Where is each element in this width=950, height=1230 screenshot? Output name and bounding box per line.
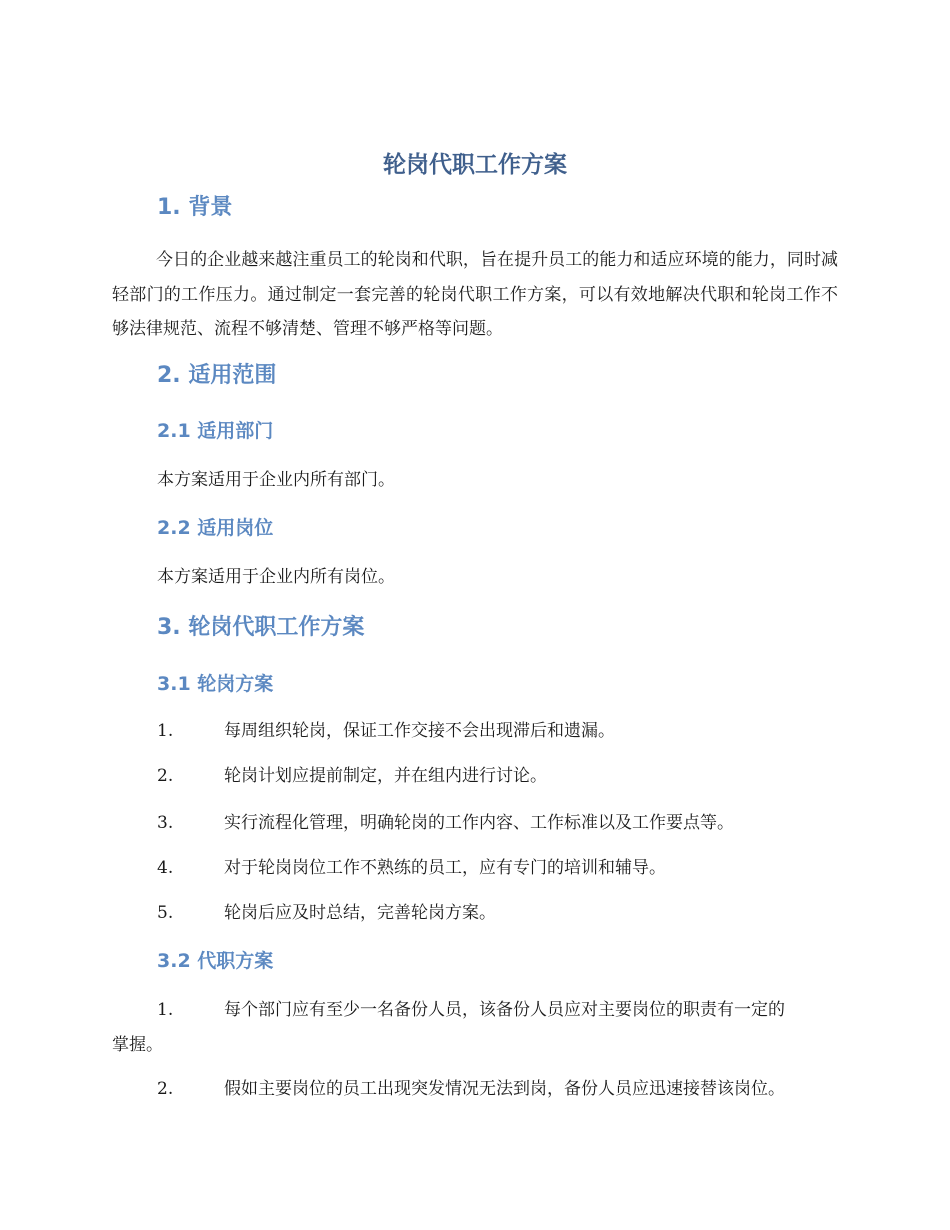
subsection-heading-rotation: 3.1 轮岗方案 (157, 673, 274, 695)
list-item-number: 2. (157, 766, 174, 786)
background-paragraph: 今日的企业越来越注重员工的轮岗和代职，旨在提升员工的能力和适应环境的能力，同时减轻部门的工作压力。通过制定一套完善的轮岗代职工作方案，可以有效地解决代职和轮岗工作不够法律规范、流程不够清楚、管理不够严格等问题。 (112, 250, 838, 339)
document-title: 轮岗代职工作方案 (383, 152, 567, 178)
list-item-text: 轮岗后应及时总结，完善轮岗方案。 (224, 903, 496, 923)
subsection-heading-positions: 2.2 适用岗位 (157, 517, 274, 539)
list-item-text-line1: 每个部门应有至少一名备份人员，该备份人员应对主要岗位的职责有一定的 (224, 1000, 785, 1020)
list-item-number: 4. (157, 858, 174, 878)
list-item (112, 896, 838, 931)
section-heading-scope: 2. 适用范围 (157, 363, 277, 388)
departments-text: 本方案适用于企业内所有部门。 (157, 470, 395, 490)
list-item (112, 714, 838, 749)
list-item (112, 1072, 838, 1107)
subsection-heading-substitute: 3.2 代职方案 (157, 950, 274, 972)
list-item (112, 759, 838, 794)
list-item-number: 1. (157, 1000, 174, 1020)
positions-text: 本方案适用于企业内所有岗位。 (157, 567, 395, 587)
list-item (112, 806, 838, 841)
list-item-text: 假如主要岗位的员工出现突发情况无法到岗，备份人员应迅速接替该岗位。 (224, 1079, 785, 1099)
subsection-heading-departments: 2.1 适用部门 (157, 420, 274, 442)
section-heading-plan: 3. 轮岗代职工作方案 (157, 615, 365, 640)
list-item-text: 实行流程化管理，明确轮岗的工作内容、工作标准以及工作要点等。 (224, 813, 734, 833)
list-item-text-line2: 掌握。 (112, 1034, 163, 1055)
list-item-text: 对于轮岗岗位工作不熟练的员工，应有专门的培训和辅导。 (224, 858, 666, 878)
list-item-number: 5. (157, 903, 174, 923)
list-item-number: 2. (157, 1079, 174, 1099)
section-heading-background: 1. 背景 (157, 195, 233, 220)
list-item (112, 993, 838, 1062)
list-item-text: 轮岗计划应提前制定，并在组内进行讨论。 (224, 766, 547, 786)
list-item-number: 3. (157, 813, 174, 833)
list-item (112, 851, 838, 886)
list-item-text: 每周组织轮岗，保证工作交接不会出现滞后和遗漏。 (224, 721, 615, 741)
list-item-number: 1. (157, 721, 174, 741)
